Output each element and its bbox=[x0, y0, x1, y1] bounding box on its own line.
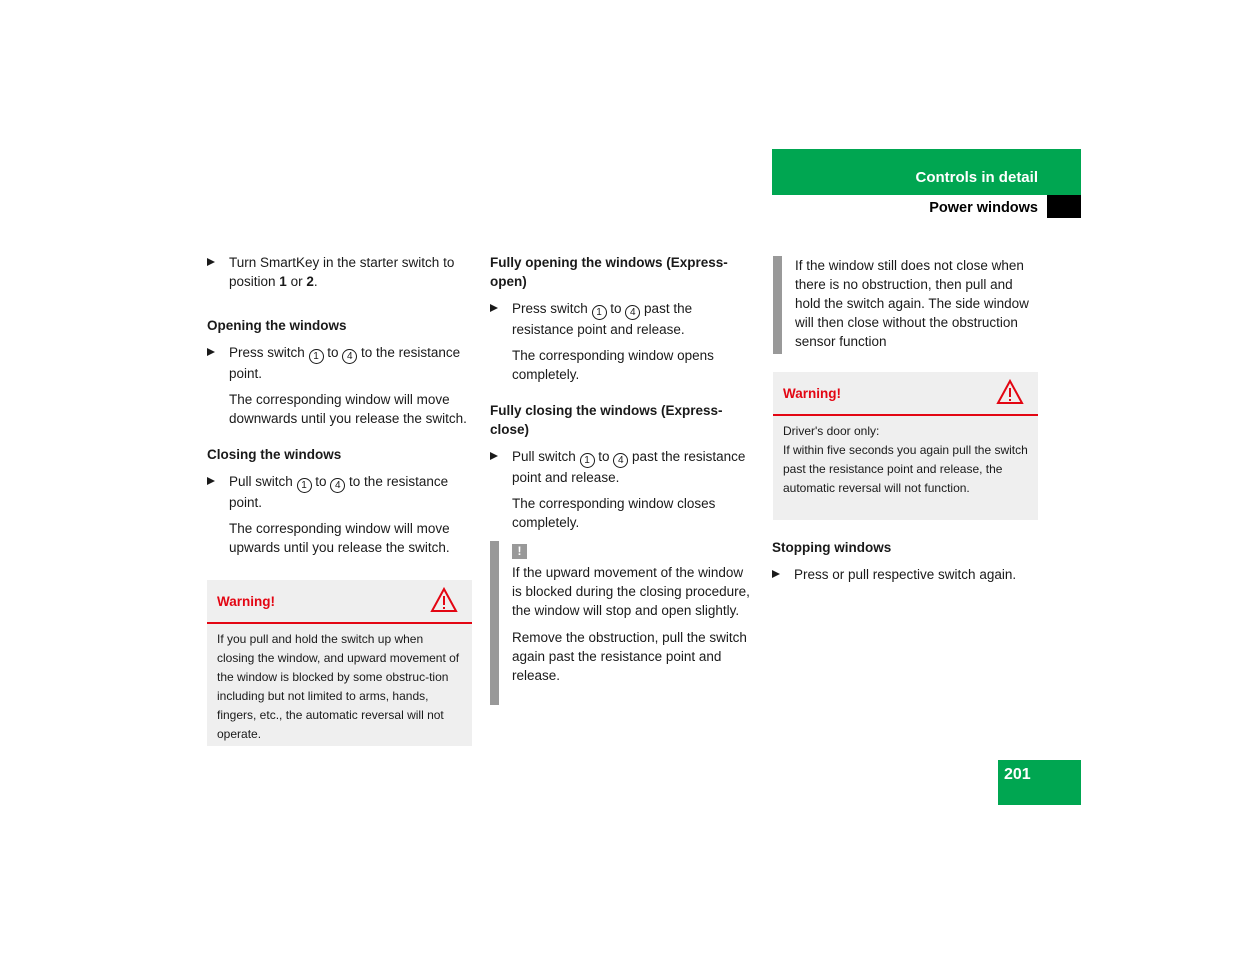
warning-header bbox=[207, 580, 472, 624]
warning-line-1: Driver's door only: bbox=[783, 424, 880, 438]
note-box bbox=[490, 541, 752, 705]
note-continued-text: If the window still does not close when there is no obstruction, then pull and hold the switch again. The side window will then close without the obstruction sensor function bbox=[795, 258, 1029, 349]
bullet-arrow-icon bbox=[490, 452, 498, 460]
bullet-arrow-icon bbox=[490, 304, 498, 312]
express-close-result: The corresponding window closes completely. bbox=[512, 496, 716, 530]
switch-number-icon: 1 bbox=[309, 349, 324, 364]
exclamation-icon: ! bbox=[512, 544, 527, 559]
bullet-arrow-icon bbox=[772, 570, 780, 578]
warning-box-2 bbox=[773, 372, 1038, 520]
column-2 bbox=[490, 253, 755, 549]
subsection-title: Power windows bbox=[929, 200, 1038, 216]
warning-text bbox=[773, 416, 1038, 504]
bullet-arrow-icon bbox=[207, 258, 215, 266]
header-black-tab bbox=[1047, 195, 1081, 218]
switch-number-icon: 1 bbox=[580, 453, 595, 468]
note-box-continued bbox=[773, 256, 1038, 354]
switch-number-icon: 4 bbox=[330, 478, 345, 493]
switch-number-icon: 4 bbox=[613, 453, 628, 468]
warning-header bbox=[773, 372, 1038, 416]
warning-triangle-icon bbox=[996, 379, 1024, 405]
warning-text: If you pull and hold the switch up when closing the window, and upward movement of the window is blocked by some obstruc-tion including but not limited to arms, hands, fingers, etc., the automatic reversal will not operate. bbox=[217, 632, 460, 741]
express-close-step: Pull switch 1 to 4 past the resistance point and release. bbox=[490, 447, 755, 487]
note-paragraph-1: If the upward movement of the window is blocked during the closing procedure, the window will stop and open slightly. bbox=[512, 565, 750, 618]
closing-result: The corresponding window will move upwards until you release the switch. bbox=[229, 521, 450, 555]
stopping-section bbox=[772, 538, 1037, 591]
warning-label: Warning! bbox=[783, 386, 841, 401]
opening-step: Press switch 1 to 4 to the resistance point. bbox=[207, 343, 472, 383]
switch-number-icon: 1 bbox=[592, 305, 607, 320]
warning-box-1 bbox=[207, 580, 472, 746]
opening-result: The corresponding window will move downwards until you release the switch. bbox=[229, 392, 467, 426]
warning-triangle-icon bbox=[430, 587, 458, 613]
stopping-heading: Stopping windows bbox=[772, 540, 892, 555]
bullet-arrow-icon bbox=[207, 477, 215, 485]
express-open-step: Press switch 1 to 4 past the resistance point and release. bbox=[490, 299, 755, 339]
column-1 bbox=[207, 253, 472, 574]
express-open-result: The corresponding window opens completely. bbox=[512, 348, 714, 382]
warning-line-2: If within five seconds you again pull the switch past the resistance point and release, the automatic reversal will not function. bbox=[783, 443, 1028, 495]
express-open-heading: Fully opening the windows (Express-open) bbox=[490, 255, 728, 289]
section-title: Controls in detail bbox=[915, 169, 1038, 186]
opening-heading: Opening the windows bbox=[207, 318, 347, 333]
closing-heading: Closing the windows bbox=[207, 447, 342, 462]
bullet-arrow-icon bbox=[207, 348, 215, 356]
closing-step: Pull switch 1 to 4 to the resistance point. bbox=[207, 472, 472, 512]
switch-number-icon: 4 bbox=[342, 349, 357, 364]
switch-number-icon: 1 bbox=[297, 478, 312, 493]
express-close-heading: Fully closing the windows (Express-close) bbox=[490, 403, 723, 437]
stopping-step: Press or pull respective switch again. bbox=[772, 565, 1037, 584]
warning-label: Warning! bbox=[217, 594, 275, 609]
page-number: 201 bbox=[1004, 766, 1031, 783]
intro-step: Turn SmartKey in the starter switch to position 1 or 2. bbox=[207, 253, 472, 291]
note-paragraph-2: Remove the obstruction, pull the switch again past the resistance point and release. bbox=[512, 630, 747, 683]
switch-number-icon: 4 bbox=[625, 305, 640, 320]
